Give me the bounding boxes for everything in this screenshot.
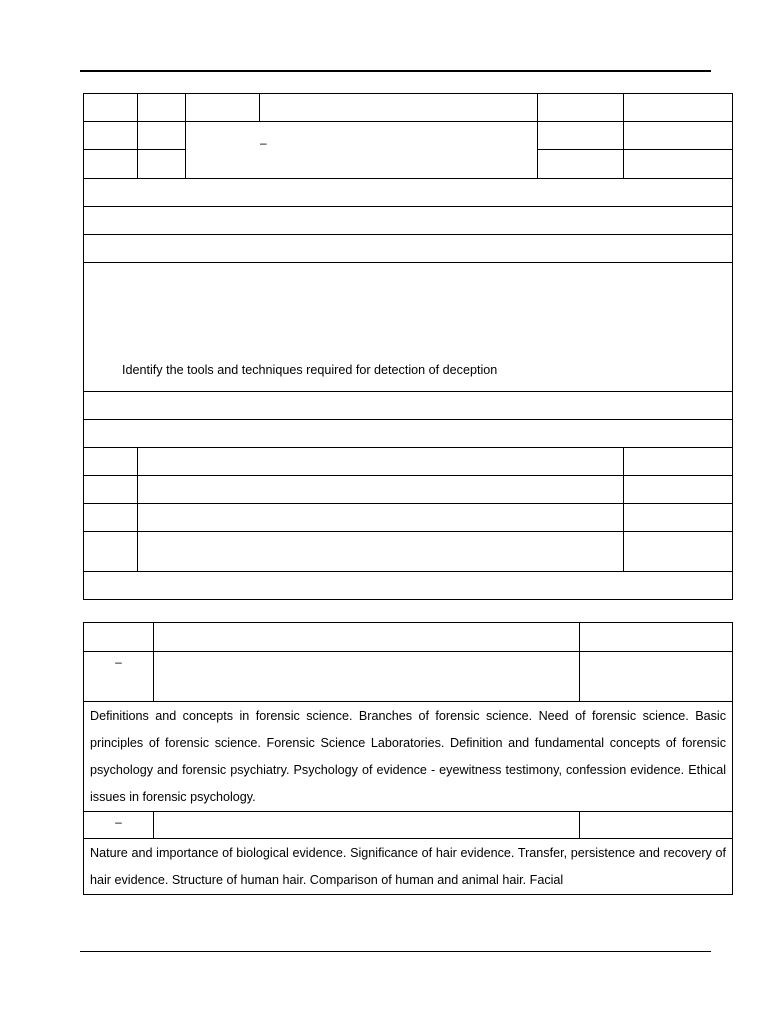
cell bbox=[84, 476, 138, 504]
table-row bbox=[84, 812, 733, 839]
cell bbox=[260, 94, 538, 122]
table-row bbox=[84, 504, 733, 532]
cell bbox=[84, 94, 138, 122]
cell bbox=[624, 94, 733, 122]
unit-content-cell bbox=[84, 702, 733, 812]
cell bbox=[624, 150, 733, 179]
dash-mark: – bbox=[260, 136, 267, 150]
table-row bbox=[84, 652, 733, 702]
table-row bbox=[84, 94, 733, 122]
table-row bbox=[84, 235, 733, 263]
table-row bbox=[84, 207, 733, 235]
unit-2-content: Nature and importance of biological evidence. Significance of hair evidence. Transfer, persistence and recovery of hair evidence. Structure of human hair. Comparison of human and animal hair. Facial bbox=[90, 846, 726, 887]
cell bbox=[138, 448, 624, 476]
dash-mark: – bbox=[115, 655, 122, 669]
table-row bbox=[84, 572, 733, 600]
cell bbox=[84, 623, 154, 652]
dash-mark: – bbox=[115, 815, 122, 829]
cell bbox=[84, 207, 733, 235]
cell bbox=[624, 448, 733, 476]
cell bbox=[84, 179, 733, 207]
table-row bbox=[84, 122, 733, 150]
footer-rule bbox=[80, 951, 711, 952]
table-row bbox=[84, 448, 733, 476]
table-row bbox=[84, 420, 733, 448]
cell bbox=[538, 122, 624, 150]
cell bbox=[84, 532, 138, 572]
cell bbox=[138, 94, 186, 122]
course-details-table bbox=[83, 93, 733, 600]
cell bbox=[84, 235, 733, 263]
table-row bbox=[84, 476, 733, 504]
cell bbox=[138, 532, 624, 572]
cell bbox=[138, 504, 624, 532]
table-row bbox=[84, 263, 733, 392]
cell bbox=[138, 476, 624, 504]
table-row bbox=[84, 839, 733, 895]
cell bbox=[154, 652, 580, 702]
table-row bbox=[84, 623, 733, 652]
cell bbox=[84, 504, 138, 532]
table-row bbox=[84, 702, 733, 812]
cell bbox=[624, 504, 733, 532]
cell bbox=[538, 150, 624, 179]
unit-cell bbox=[84, 652, 154, 702]
cell bbox=[138, 122, 186, 150]
table-row bbox=[84, 392, 733, 420]
cell bbox=[580, 652, 733, 702]
cell bbox=[624, 476, 733, 504]
cell bbox=[624, 532, 733, 572]
unit-1-content: Definitions and concepts in forensic science. Branches of forensic science. Need of forensic science. Basic principles of forensic science. Forensic Science Laboratories. Definition and fundamental concepts of forensic psychology and forensic psychiatry. Psychology of evidence - eyewitness testimony, confession evidence. Ethical issues in forensic psychology. bbox=[90, 709, 726, 804]
objective-text: Identify the tools and techniques required for detection of deception bbox=[122, 363, 498, 377]
cell bbox=[138, 150, 186, 179]
cell bbox=[84, 448, 138, 476]
unit-cell bbox=[84, 812, 154, 839]
cell bbox=[84, 572, 733, 600]
cell bbox=[84, 420, 733, 448]
syllabus-table bbox=[83, 622, 733, 895]
cell bbox=[186, 94, 260, 122]
table-row bbox=[84, 532, 733, 572]
unit-content-cell bbox=[84, 839, 733, 895]
cell bbox=[624, 122, 733, 150]
table-row bbox=[84, 179, 733, 207]
cell bbox=[154, 623, 580, 652]
cell bbox=[580, 812, 733, 839]
course-title-cell bbox=[186, 122, 538, 179]
cell bbox=[580, 623, 733, 652]
objectives-cell bbox=[84, 263, 733, 392]
cell bbox=[538, 94, 624, 122]
cell bbox=[154, 812, 580, 839]
header-rule bbox=[80, 70, 711, 72]
cell bbox=[84, 122, 138, 150]
cell bbox=[84, 392, 733, 420]
cell bbox=[84, 150, 138, 179]
